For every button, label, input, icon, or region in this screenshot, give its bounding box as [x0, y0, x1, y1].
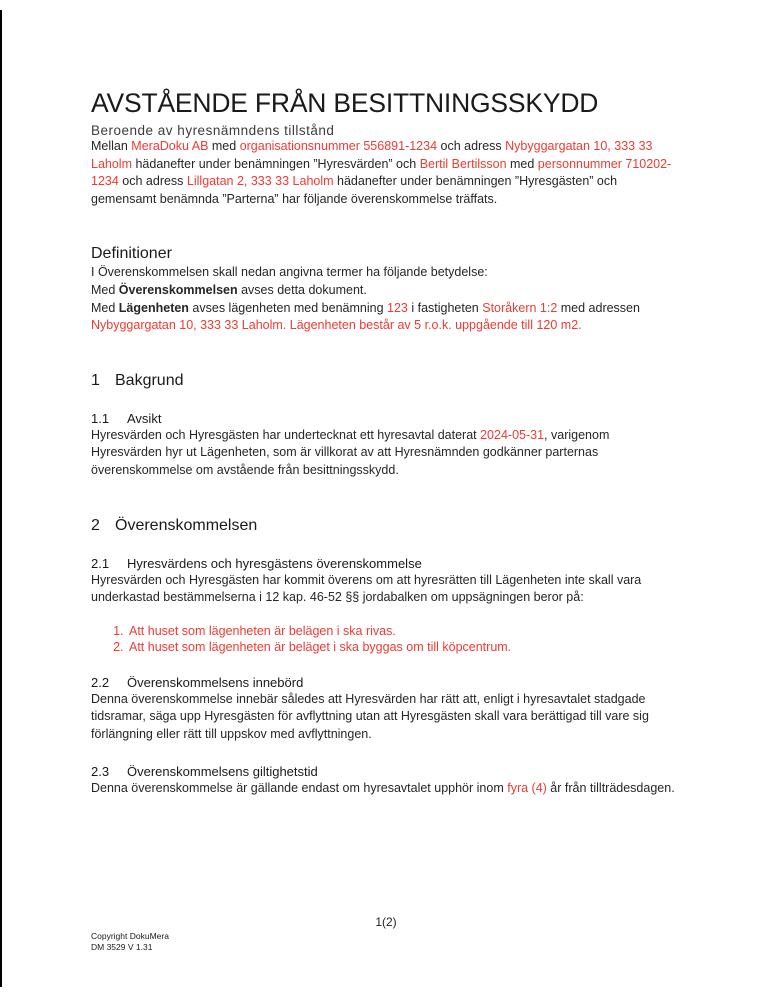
list-item: 1. Att huset som lägenheten är belägen i ska rivas.	[127, 623, 683, 639]
document-subtitle: Beroende av hyresnämndens tillstånd	[91, 123, 335, 138]
lease-date: 2024-05-31	[480, 427, 545, 442]
definitions-intro: I Överenskommelsen skall nedan angivna termer ha följande betydelse:	[91, 265, 488, 280]
document-title: AVSTÅENDE FRÅN BESITTNINGSSKYDD	[91, 88, 599, 118]
section-title: Bakgrund	[115, 371, 184, 389]
section-title: Överenskommelsens giltighetstid	[127, 763, 318, 779]
section-2-3-paragraph	[91, 780, 683, 798]
section-2-1-paragraph: Hyresvärden och Hyresgästen har kommit överens om att hyresrätten till Lägenheten inte skall vara underkastad bestämmelserna i 12 kap. 46-52 §§ jordabalken om uppsägningen beror på:	[91, 572, 642, 605]
section-1-1-paragraph	[91, 427, 683, 480]
document-content	[91, 0, 683, 797]
list-item: 2. Att huset som lägenheten är beläget i ska byggas om till köpcentrum.	[127, 639, 683, 655]
text-segment: Denna överenskommelse är gällande endast om hyresavtalet upphör inom	[91, 780, 508, 795]
section-title: Överenskommelsens innebörd	[127, 674, 304, 690]
version-line: DM 3529 V 1.31	[91, 942, 153, 952]
section-title: Överenskommelsen	[115, 516, 258, 534]
org-number: organisationsnummer 556891-1234	[239, 139, 438, 153]
personal-number: personnummer 710202-1234	[91, 156, 672, 189]
page-number: 1(2)	[375, 915, 397, 929]
text-segment: avses detta dokument.	[237, 282, 367, 297]
section-2-heading	[91, 516, 683, 536]
apartment-id: 123	[387, 300, 408, 315]
text-segment: med	[506, 156, 538, 171]
text-segment: med	[208, 139, 240, 153]
section-number: 1	[91, 371, 100, 389]
text-segment: , varigenom Hyresvärden hyr ut Lägenheten, som är villkorat av att Hyresnämnden godkänner parternas överenskommelse om avstående från besittningsskydd.	[91, 427, 610, 477]
section-title: Hyresvärdens och hyresgästens överenskommelse	[127, 555, 422, 571]
text-segment: Hyresvärden och Hyresgästen har undertecknat ett hyresavtal daterat	[91, 427, 481, 442]
validity-period: fyra (4)	[507, 780, 547, 795]
section-number: 1.1	[91, 410, 110, 426]
section-number: 2.2	[91, 674, 110, 690]
definitions-heading: Definitioner	[91, 245, 172, 263]
defined-term-apartment: Lägenheten	[118, 300, 189, 315]
apartment-address-details: Nybyggargatan 10, 333 33 Laholm. Lägenheten består av 5 r.o.k. uppgående till 120 m2.	[91, 318, 582, 333]
text-segment: och adress	[437, 139, 506, 153]
section-2-2-heading	[91, 674, 683, 691]
section-number: 2	[91, 516, 100, 534]
tenant-address: Lillgatan 2, 333 33 Laholm	[186, 174, 334, 189]
section-2-2-paragraph: Denna överenskommelse innebär således att Hyresvärden har rätt att, enligt i hyresavtalet stadgade tidsramar, säga upp Hyresgästen för avflyttning utan att Hyresgästen skall vara berättigad till vare sig förlängning eller rätt till uppskov med avflyttningen.	[91, 691, 649, 741]
text-segment: och adress	[118, 174, 187, 189]
text-segment: i fastigheten	[407, 300, 483, 315]
section-number: 2.3	[91, 763, 110, 779]
section-title: Avsikt	[127, 410, 162, 426]
section-2-3-heading	[91, 763, 683, 780]
intro-paragraph	[91, 138, 683, 208]
defined-term-agreement: Överenskommelsen	[118, 282, 238, 297]
landlord-address: Nybyggargatan 10, 333 33 Laholm	[91, 139, 653, 171]
section-number: 2.1	[91, 555, 110, 571]
tenant-name: Bertil Bertilsson	[419, 156, 507, 171]
page-edge-line	[0, 10, 2, 987]
section-1-1-heading	[91, 410, 683, 427]
text-segment: Med	[91, 282, 119, 297]
definition-apartment	[91, 300, 683, 335]
section-2-1-heading	[91, 555, 683, 572]
text-segment: hädanefter under benämningen ”Hyresvärden” och	[132, 156, 420, 171]
text-segment: Med	[91, 300, 119, 315]
text-segment: med adressen	[557, 300, 640, 315]
copyright-line: Copyright DokuMera	[91, 931, 169, 941]
text-segment: avses lägenheten med benämning	[188, 300, 388, 315]
property-designation: Storåkern 1:2	[482, 300, 558, 315]
section-1-heading	[91, 371, 683, 391]
text-segment: Mellan	[91, 139, 132, 153]
landlord-name: MeraDoku AB	[131, 139, 209, 153]
text-segment: hädanefter under benämningen ”Hyresgästen” och gemensamt benämnda ”Parterna” har följande överenskommelse träffats.	[91, 174, 618, 206]
text-segment: år från tillträdesdagen.	[546, 780, 675, 795]
termination-reasons-list	[91, 623, 683, 655]
definition-agreement	[91, 282, 683, 300]
document-footer	[91, 931, 169, 953]
